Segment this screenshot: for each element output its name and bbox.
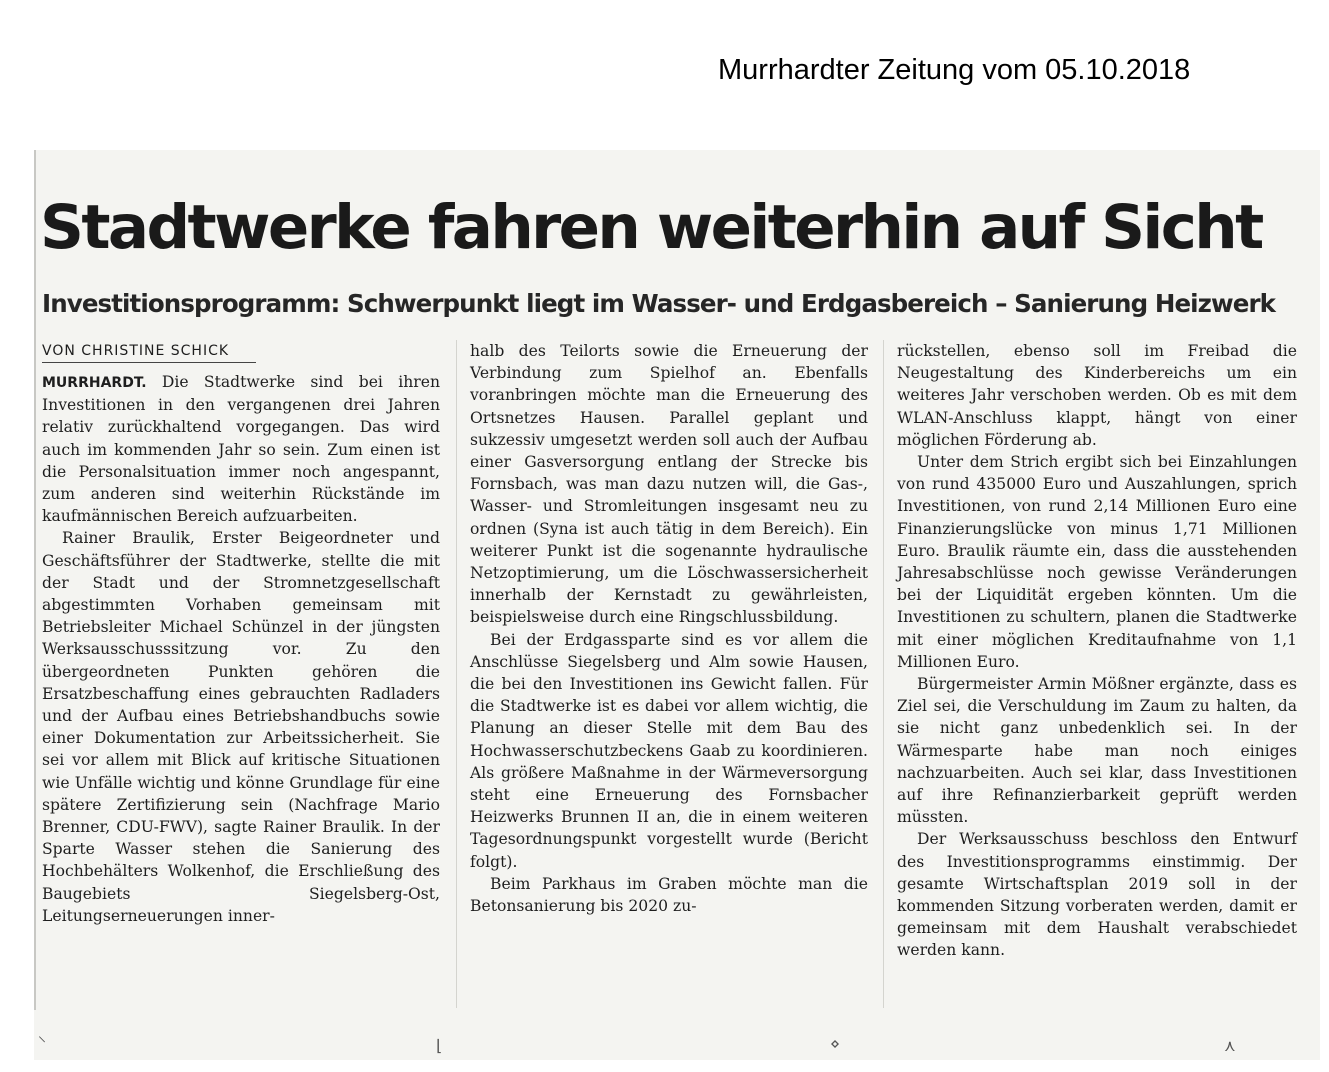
- dateline: MURRHARDT.: [42, 375, 147, 391]
- article-column-1: [42, 340, 440, 927]
- article-headline: Stadtwerke fahren weiterhin auf Sicht: [40, 192, 1262, 263]
- paragraph: Rainer Braulik, Erster Beigeordneter und Geschäftsführer der Stadtwerke, stellte die mit der Stadt und der Stromnetzgesellschaft abgestimmten Vorhaben gemeinsam mit Betriebsleiter Michael Schünzel in der jüngsten Werksausschusssitzung vor. Zu den übergeordneten Punkten gehören die Ersatzbeschaffung eines gebrauchten Radladers und der Aufbau eines Betriebshandbuchs sowie einer Dokumentation zur Arbeitssicherheit. Sie sei vor allem mit Blick auf kritische Situationen wie Unfälle wichtig und könne Grundlage für eine spätere Zertifizierung sein (Nachfrage Mario Brenner, CDU-FWV), sagte Rainer Braulik. In der Sparte Wasser stehen die Sanierung des Hochbehälters Wolkenhof, die Erschließung des Baugebiets Siegelsberg-Ost, Leitungserneuerungen inner-: [42, 529, 440, 925]
- paragraph: Unter dem Strich ergibt sich bei Einzahlungen von rund 435000 Euro und Auszahlungen, sprich Investitionen, von rund 2,14 Millionen Euro eine Finanzierungslücke von minus 1,71 Millionen Euro. Braulik räumte ein, dass die ausstehenden Jahresabschlüsse noch gewisse Veränderungen bei der Liquidität ergeben könnten. Um die Investitionen zu schultern, planen die Stadtwerke mit einer möglichen Kreditaufnahme von 1,1 Millionen Euro.: [897, 453, 1297, 671]
- column-divider: [456, 340, 457, 1008]
- paragraph: Bei der Erdgassparte sind es vor allem die Anschlüsse Siegelsberg und Alm sowie Hausen, die bei den Investitionen ins Gewicht fallen. Für die Stadtwerke ist es dabei vor allem wichtig, die Planung an dieser Stelle mit dem Bau des Hochwasserschutzbeckens Gaab zu koordinieren. Als größere Maßnahme in der Wärmeversorgung steht eine Erneuerung des Fornsbacher Heizwerks Brunnen II an, die in einem weiteren Tagesordnungspunkt vorgestellt wurde (Bericht folgt).: [470, 630, 868, 871]
- column-divider: [883, 340, 884, 1008]
- paragraph-text: Die Stadtwerke sind bei ihren Investitionen in den vergangenen drei Jahren relativ zurückhaltend vorgegangen. Das wird auch im kommenden Jahr so sein. Zum einen ist die Personalsituation immer noch angespannt, zum anderen sind weiterhin Rückstände im kaufmännischen Bereich aufzuarbeiten.: [42, 373, 440, 526]
- clipping-edge: [34, 150, 36, 1010]
- paragraph: [42, 371, 440, 527]
- article-subheadline: Investitionsprogramm: Schwerpunkt liegt im Wasser- und Erdgasbereich – Sanierung Heizwerk: [42, 289, 1276, 318]
- article-column-2: [470, 340, 868, 917]
- scan-mark: ⋄: [830, 1034, 841, 1053]
- scan-mark: ⸜: [38, 1026, 47, 1045]
- byline: VON CHRISTINE SCHICK: [42, 340, 256, 363]
- scan-mark: ⌊: [436, 1036, 443, 1055]
- paragraph: rückstellen, ebenso soll im Freibad die Neugestaltung des Kinderbereichs um ein weiteres Jahr verschoben werden. Ob es mit dem WLAN-Anschluss klappt, hängt von einer möglichen Förderung ab.: [897, 342, 1297, 449]
- source-line: Murrhardter Zeitung vom 05.10.2018: [718, 54, 1191, 86]
- article-column-3: [897, 340, 1297, 962]
- scan-mark: ⋏: [1224, 1036, 1236, 1055]
- paragraph: Der Werksausschuss beschloss den Entwurf des Investitionsprogramms einstimmig. Der gesamte Wirtschaftsplan 2019 soll in der kommenden Sitzung vorberaten werden, damit er gemeinsam mit dem Haushalt verabschiedet werden kann.: [897, 830, 1297, 960]
- paragraph: halb des Teilorts sowie die Erneuerung der Verbindung zum Spielhof an. Ebenfalls voranbringen möchte man die Erneuerung des Ortsnetzes Hausen. Parallel geplant und sukzessiv umgesetzt werden soll auch der Aufbau einer Gasversorgung entlang der Strecke bis Fornsbach, was man dazu nutzen will, die Gas-, Wasser- und Stromleitungen insgesamt neu zu ordnen (Syna ist auch tätig in dem Bereich). Ein weiterer Punkt ist die sogenannte hydraulische Netzoptimierung, um die Löschwassersicherheit innerhalb der Kernstadt zu gewährleisten, beispielsweise durch eine Ringschlussbildung.: [470, 342, 868, 627]
- paragraph: Beim Parkhaus im Graben möchte man die Betonsanierung bis 2020 zu-: [470, 874, 868, 916]
- paragraph: Bürgermeister Armin Mößner ergänzte, dass es Ziel sei, die Verschuldung im Zaum zu halten, da sie nicht ganz unbedenklich sei. In der Wärmesparte habe man noch einiges nachzuarbeiten. Auch sei klar, dass Investitionen auf ihre Refinanzierbarkeit geprüft werden müssten.: [897, 675, 1297, 827]
